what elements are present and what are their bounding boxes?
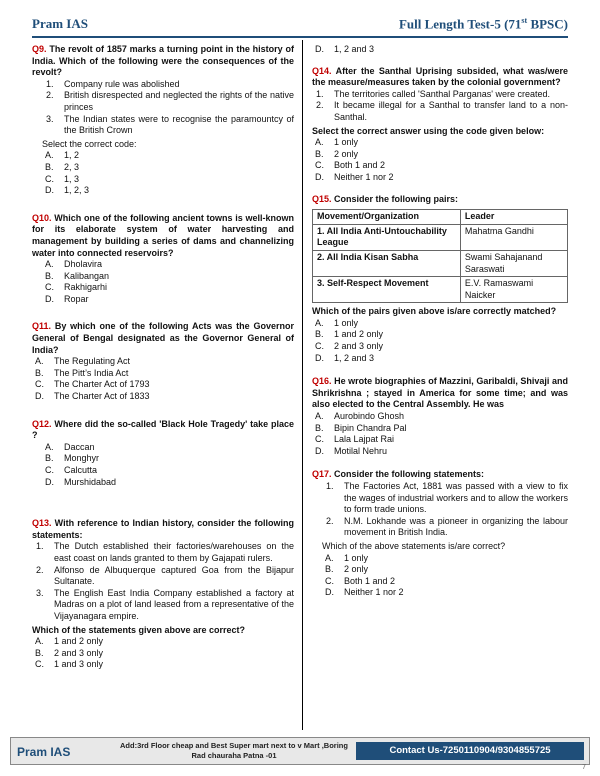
question-number: Q11. [32, 321, 52, 332]
q12-option-d: D. Murshidabad [45, 476, 117, 487]
q9-stem [32, 44, 294, 79]
q16-option-a: A. Aurobindo Ghosh [315, 411, 405, 422]
q12-option-c: C. Calcutta [45, 465, 98, 475]
q13-option-b: B. 2 and 3 only [35, 647, 104, 658]
question-11 [32, 321, 294, 402]
q15-option-a: A. 1 only [315, 317, 359, 328]
q14-option-b: B. 2 only [315, 148, 359, 159]
question-text: Which one of the following ancient towns is well-known for its elaborate system of water harvesting and management by building a series of dams and channelizing water into connected reservoirs? [32, 212, 294, 258]
page-number: 7 [582, 764, 586, 771]
table-header-row: Movement/Organization Leader [313, 210, 568, 225]
q13-option-c: C. 1 and 3 only [35, 659, 104, 670]
q17-statement-1: 1. The Factories Act, 1881 was passed with a view to fix the wages of industrial workers and to allow the workers to form trade unions. [326, 481, 568, 515]
question-13 [32, 518, 294, 671]
page-header [32, 14, 568, 44]
q9-instruction: Select the correct code: [42, 138, 137, 149]
question-text: With reference to Indian history, consider the following statements: [32, 518, 294, 540]
question-number: Q12. [32, 418, 52, 429]
question-text: By which one of the following Acts was the Governor General of Bengal designated as the Governor General of India? [32, 321, 294, 355]
question-10 [32, 213, 294, 306]
page-footer [10, 737, 590, 765]
footer-address: Add:3rd Floor cheap and Best Super mart next to v Mart ,Boring Rad chauraha Patna -01 [120, 741, 348, 760]
q10-option-a: A. Dholavira [45, 259, 103, 270]
q17-stem [312, 469, 568, 481]
footer-brand: Pram IAS [17, 745, 71, 759]
right-column [312, 44, 568, 603]
question-number: Q9. [32, 44, 47, 54]
q15-option-c: C. 2 and 3 only [315, 341, 384, 352]
q17-option-a: A. 1 only [325, 552, 369, 563]
table-row: 1. All India Anti-Untouchability League Mahatma Gandhi [313, 224, 568, 250]
q10-option-c: C. Rakhigarhi [45, 282, 108, 293]
q12-stem [32, 419, 294, 442]
q12-option-b: B. Monghyr [45, 453, 100, 464]
q14-statement-1: 1. The territories called 'Santhal Parganas' were created. [316, 88, 551, 99]
q13-instruction: Which of the statements given above are correct? [32, 624, 246, 635]
q9-statement-2: 2. British disrespected and neglected the rights of the native princes [46, 90, 294, 112]
q11-option-b: B. The Pitt’s India Act [35, 367, 129, 378]
brand-title: Pram IAS [32, 16, 88, 31]
question-number: Q17. [312, 469, 332, 480]
q10-option-b: B. Kalibangan [45, 270, 110, 281]
question-text: After the Santhal Uprising subsided, what was/were the measure/measures taken by the colonial government? [312, 65, 568, 88]
q10-stem [32, 213, 294, 259]
question-number: Q14. [312, 65, 332, 76]
question-text: The revolt of 1857 marks a turning point in the history of India. Which of the following were the consequences of the revolt? [32, 44, 294, 78]
question-text: Consider the following statements: [331, 469, 485, 480]
q9-option-b: B. 2, 3 [45, 161, 80, 172]
q9-option-c: C. 1, 3 [45, 173, 80, 184]
q13-statement-3: 3. The English East India Company established a factory at Madras on a plot of land leased from a representative of the Vijayanagara empire. [36, 587, 294, 621]
left-column [32, 44, 294, 675]
footer-contact: Contact Us-7250110904/9304855725 [356, 742, 584, 760]
q16-option-c: C. Lala Lajpat Rai [315, 434, 395, 445]
q16-option-d: D. Motilal Nehru [315, 445, 388, 456]
question-15: Q15. Consider the following pairs: Movement/Organization Leader 1. All India Anti-Untouchability League Mahatma Gandhi 2. All India Kisan Sabha Swami Sahajanand Saraswati 3. Self-Respect Movement E.V. Ramaswami Naicker Which of the pairs given above is/are correctly matched? A. 1 only B. 1 and 2 only C. 2 and 3 only D. 1, 2 and 3 [312, 194, 568, 365]
q14-instruction: Select the correct answer using the code given below: [312, 125, 545, 136]
q14-option-a: A. 1 only [315, 137, 359, 148]
q11-option-d: D. The Charter Act of 1833 [35, 391, 150, 402]
q11-option-c: C. The Charter Act of 1793 [35, 379, 150, 390]
q10-option-d: D. Ropar [45, 293, 89, 304]
q13-stem [32, 518, 294, 541]
q9-statement-3: 3. The Indian states were to recognise the paramountcy of the British Crown [46, 113, 294, 136]
q12-option-a: A. Daccan [45, 441, 95, 452]
q9-option-a: A. 1, 2 [45, 150, 80, 161]
question-12 [32, 419, 294, 489]
pairs-table [312, 209, 568, 303]
question-number: Q10. [32, 212, 52, 223]
q9-statement-1: 1. Company rule was abolished [46, 78, 180, 89]
q17-statement-2: 2. N.M. Lokhande was a pioneer in organizing the labour movement in British India. [326, 515, 568, 538]
header-rule [32, 36, 568, 38]
q16-option-b: B. Bipin Chandra Pal [315, 422, 407, 433]
table-row: 3. Self-Respect Movement E.V. Ramaswami Naicker [313, 277, 568, 303]
q9-option-d: D. 1, 2, 3 [45, 185, 90, 196]
q17-option-c: C. Both 1 and 2 [325, 575, 396, 586]
q16-stem [312, 376, 568, 411]
q13-statement-1: 1. The Dutch established their factories/warehouses on the east coast on lands granted to them by Gajapati rulers. [36, 541, 294, 563]
q15-option-b: B. 1 and 2 only [315, 329, 384, 340]
q14-stem [312, 66, 568, 89]
q14-option-c: C. Both 1 and 2 [315, 160, 386, 171]
q14-option-d: D. Neither 1 nor 2 [315, 171, 394, 182]
q13-option-d: D. 1, 2 and 3 [315, 44, 375, 54]
q13-statement-2: 2. Alfonso de Albuquerque captured Goa from the Bijapur Sultanate. [36, 564, 294, 587]
question-text: Where did the so-called 'Black Hole Tragedy' take place ? [32, 418, 294, 441]
question-17 [312, 469, 568, 599]
q11-stem [32, 321, 294, 356]
q11-option-a: A. The Regulating Act [35, 356, 131, 367]
q13-option-a: A. 1 and 2 only [35, 636, 104, 647]
q17-option-d: D. Neither 1 nor 2 [325, 587, 404, 598]
test-title: Full Length Test-5 (71st BPSC) [398, 16, 568, 32]
question-14 [312, 66, 568, 184]
question-16 [312, 376, 568, 457]
q15-option-d: D. 1, 2 and 3 [315, 352, 375, 363]
question-number: Q13. [32, 518, 52, 529]
q17-instruction: Which of the above statements is/are correct? [322, 540, 506, 551]
question-text: He wrote biographies of Mazzini, Garibaldi, Shivaji and Shrikrishna ; stayed in America for some time; and was also elected to the Central Assembly. He was [312, 376, 568, 410]
q17-option-b: B. 2 only [325, 564, 369, 575]
q14-statement-2: 2. It became illegal for a Santhal to transfer land to a non-Santhal. [316, 100, 568, 122]
column-divider [302, 40, 303, 730]
question-9 [32, 44, 294, 197]
table-row: 2. All India Kisan Sabha Swami Sahajanand Saraswati [313, 250, 568, 276]
question-number: Q16. [312, 376, 332, 387]
